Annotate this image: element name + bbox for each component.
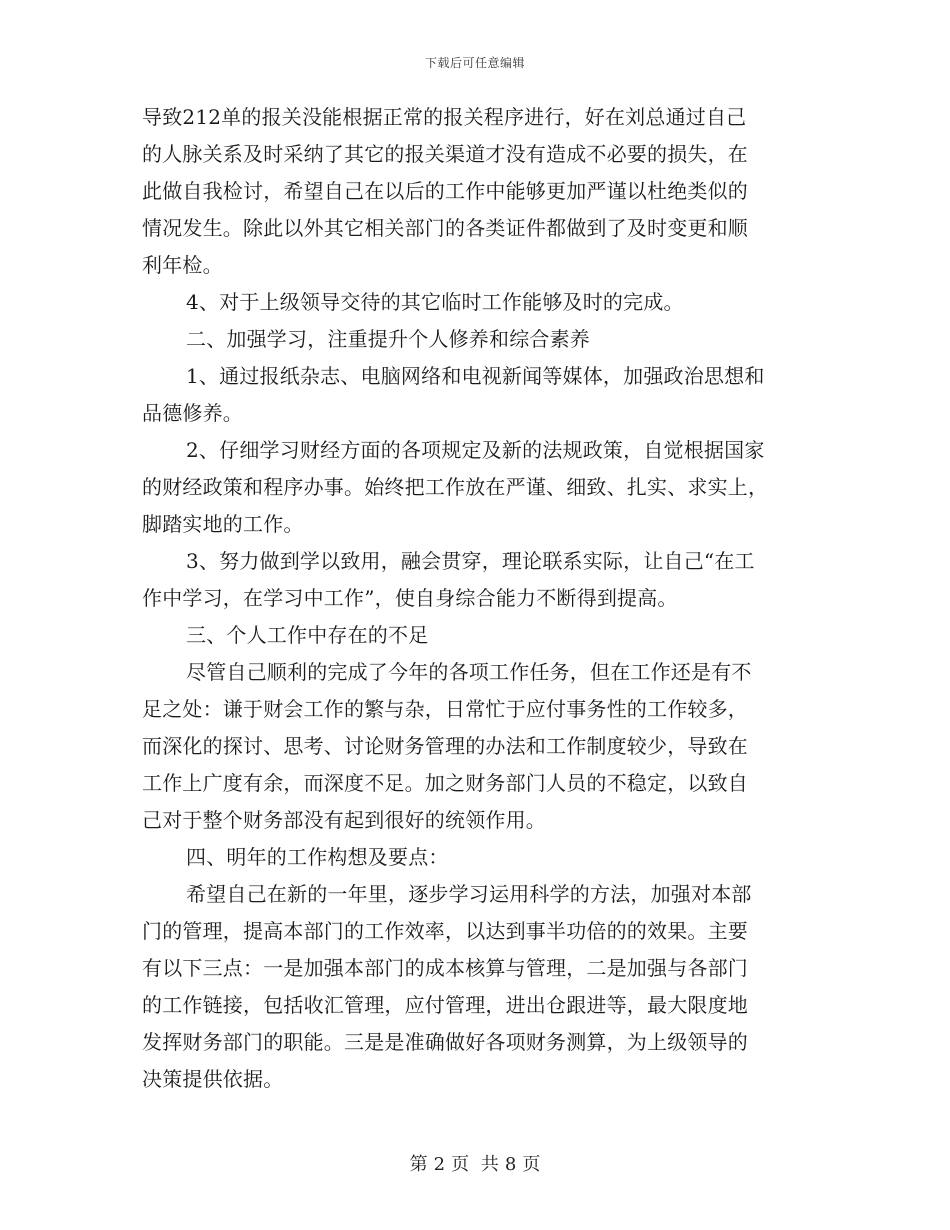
text-line: 发挥财务部门的职能。三是是准确做好各项财务测算，为上级领导的 (142, 1030, 748, 1054)
text-line: 4、对于上级领导交待的其它临时工作能够及时的完成。 (186, 290, 684, 314)
text-line: 四、明年的工作构想及要点： (186, 845, 449, 869)
page-footer (0, 1150, 950, 1176)
text-line: 足之处：谦于财会工作的繁与杂，日常忙于应付事务性的工作较多， (142, 697, 748, 721)
text-line: 三、个人工作中存在的不足 (186, 623, 429, 647)
text-line: 1、通过报纸杂志、电脑网络和电视新闻等媒体，加强政治思想和 (186, 364, 765, 388)
text-line: 利年检。 (142, 253, 223, 277)
text-line: 二、加强学习，注重提升个人修养和综合素养 (186, 327, 590, 351)
text-line: 而深化的探讨、思考、讨论财务管理的办法和工作制度较少，导致在 (142, 734, 748, 758)
document-body (142, 99, 808, 1098)
page-header: 下载后可任意编辑 (424, 56, 525, 70)
footer-prefix: 第 (409, 1154, 428, 1175)
text-line: 品德修养。 (142, 401, 243, 425)
text-line: 决策提供依据。 (142, 1067, 284, 1091)
text-line: 工作上广度有余，而深度不足。加之财务部门人员的不稳定，以致自 (142, 771, 748, 795)
footer-middle: 页 共 (451, 1154, 499, 1175)
text-line: 2、仔细学习财经方面的各项规定及新的法规政策，自觉根据国家 (186, 438, 765, 462)
footer-suffix: 页 (522, 1154, 541, 1175)
text-line: 己对于整个财务部没有起到很好的统领作用。 (142, 808, 546, 832)
text-line: 导致212单的报关没能根据正常的报关程序进行，好在刘总通过自己 (142, 105, 747, 129)
text-line: 脚踏实地的工作。 (142, 512, 304, 536)
footer-total-pages: 8 (504, 1154, 517, 1175)
text-line: 希望自己在新的一年里，逐步学习运用科学的方法，加强对本部 (186, 882, 752, 906)
text-line: 门的管理，提高本部门的工作效率，以达到事半功倍的的效果。主要 (142, 919, 748, 943)
text-line: 的人脉关系及时采纳了其它的报关渠道才没有造成不必要的损失，在 (142, 142, 748, 166)
text-line: 尽管自己顺利的完成了今年的各项工作任务，但在工作还是有不 (186, 660, 752, 684)
text-line: 有以下三点：一是加强本部门的成本核算与管理，二是加强与各部门 (142, 956, 748, 980)
text-line: 的工作链接，包括收汇管理，应付管理，进出仓跟进等，最大限度地 (142, 993, 748, 1017)
text-line: 的财经政策和程序办事。始终把工作放在严谨、细致、扎实、求实上， (142, 475, 769, 499)
text-line: 作中学习，在学习中工作”，使自身综合能力不断得到提高。 (142, 586, 678, 610)
footer-current-page: 2 (433, 1154, 446, 1175)
text-line: 3、努力做到学以致用，融会贯穿，理论联系实际，让自己“在工 (186, 549, 755, 573)
text-line: 情况发生。除此以外其它相关部门的各类证件都做到了及时变更和顺 (142, 216, 748, 240)
text-line: 此做自我检讨，希望自己在以后的工作中能够更加严谨以杜绝类似的 (142, 179, 748, 203)
